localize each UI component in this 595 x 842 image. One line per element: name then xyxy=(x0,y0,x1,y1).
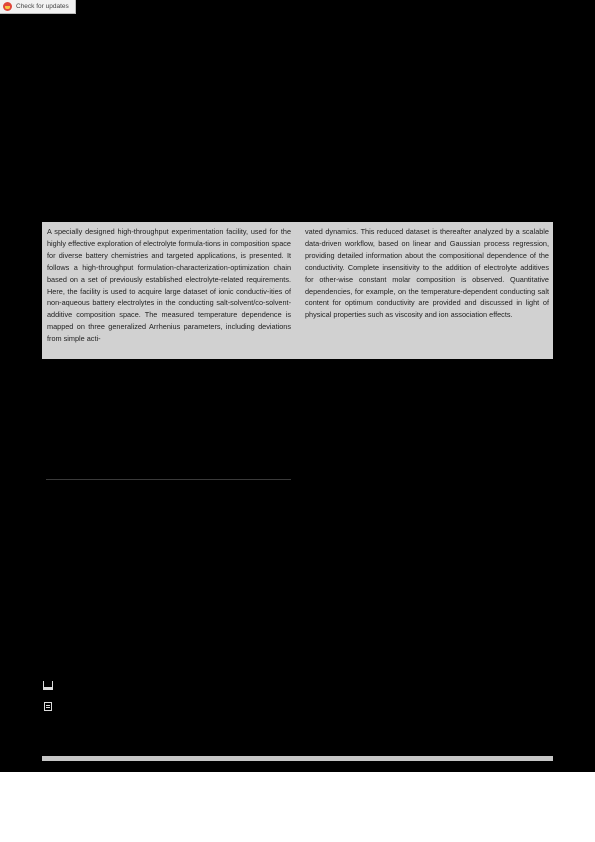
abstract-box xyxy=(42,222,553,359)
document-icon xyxy=(44,702,52,711)
section-divider xyxy=(46,479,291,480)
abstract-right-column: vated dynamics. This reduced dataset is thereafter analyzed by a scalable data-driven workflow, based on linear and Gaussian process regression, providing detailed information about the compositional dependence of the conductivity. Complete insensitivity to the addition of electrolyte additives for other-wise constant molar composition is observed. Quantitative dependencies, for example, on the temperature-dependent conducting salt content for optimum conductivity are provided and discussed in light of physical properties such as viscosity and ion association effects. xyxy=(305,227,549,320)
check-for-updates-label: Check for updates xyxy=(16,3,69,10)
mail-icon xyxy=(43,681,53,690)
abstract-left-column: A specially designed high-throughput experimentation facility, used for the highly effective exploration of electrolyte formula-tions in composition space for diverse battery chemistries and targeted applications, is presented. It follows a high-throughput formulation-characterization-optimization chain based on a set of previously established electrolyte-related requirements. Here, the facility is used to acquire large dataset of ionic conductiv-ities of non-aqueous battery electrolytes in the conducting salt-solvent/co-solvent-additive composition space. The measured temperature dependence is mapped on three generalized Arrhenius parameters, including deviations from simple acti- xyxy=(47,227,291,344)
footer-bar xyxy=(42,756,553,761)
check-for-updates-button[interactable] xyxy=(0,0,76,14)
crossmark-icon xyxy=(3,2,12,11)
